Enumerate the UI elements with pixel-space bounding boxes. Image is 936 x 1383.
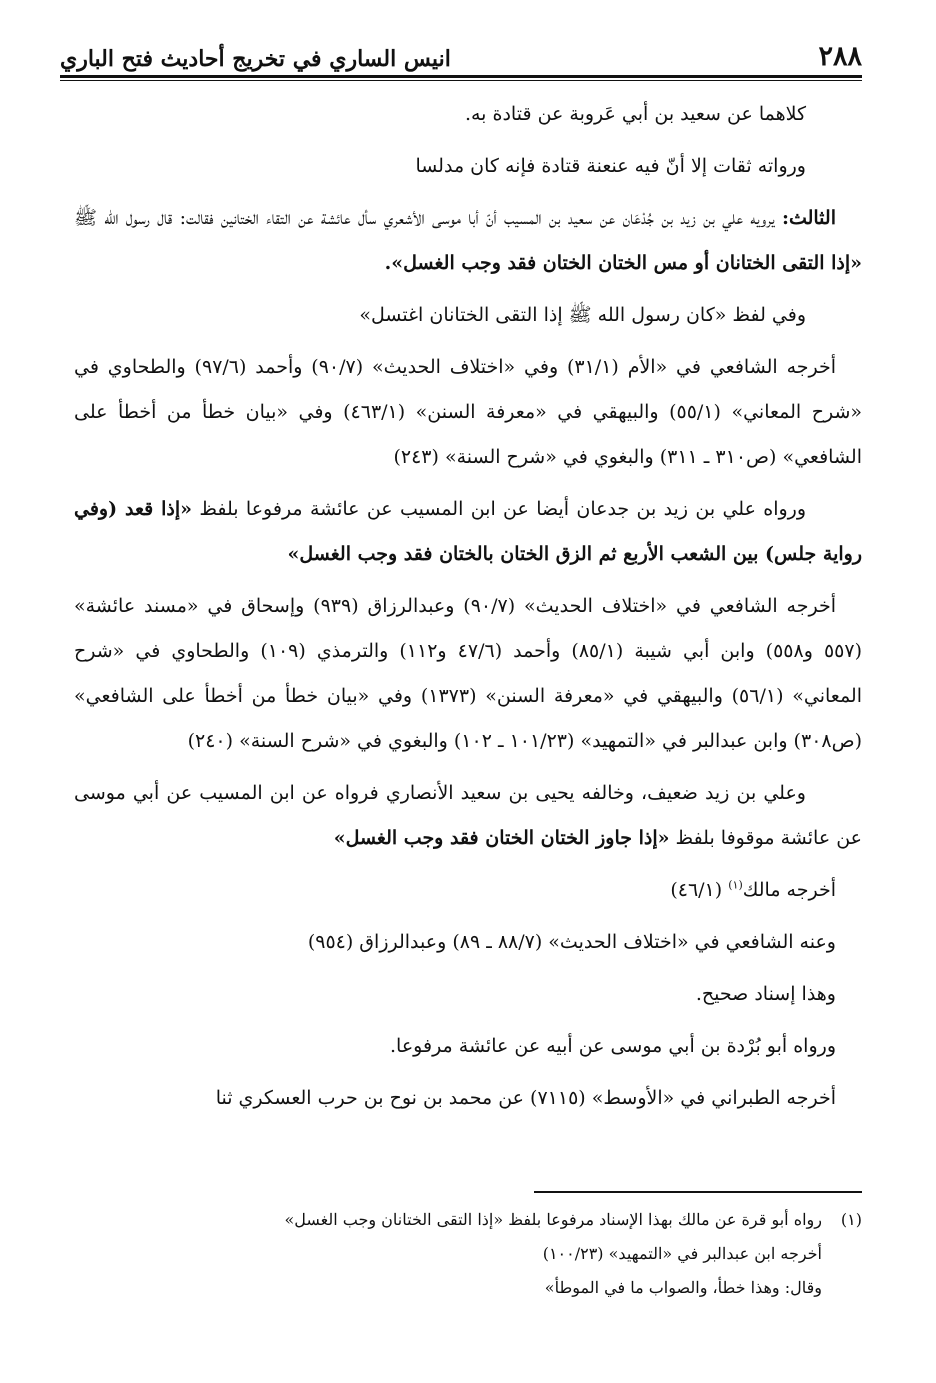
page-number: ٢٨٨: [818, 41, 862, 72]
paragraph: [74, 868, 862, 913]
footnote-line: [74, 1237, 862, 1271]
footnotes: [74, 1203, 862, 1305]
paragraph-text: أخرجه مالك: [742, 879, 836, 901]
footnote-text: أخرجه ابن عبدالبر في «التمهيد» (١٠٠/٢٣): [542, 1244, 822, 1263]
paragraph-text: وفي لفظ «كان رسول الله ﷺ إذا التقى الختانان اغتسل»: [359, 304, 806, 326]
paragraph: [74, 1024, 862, 1069]
footnote-ref[interactable]: (١): [728, 878, 743, 892]
hadith-quote: «إذا جاوز الختان الختان فقد وجب الغسل»: [333, 827, 670, 849]
paragraph: [74, 293, 862, 338]
paragraph: [74, 144, 862, 189]
paragraph-text: وعلي بن زيد ضعيف، وخالفه يحيى بن سعيد الأنصاري فرواه عن ابن المسيب عن أبي موسى عن عائشة موقوفا بلفظ: [74, 782, 862, 849]
paragraph: [74, 92, 862, 137]
footnote-line: [74, 1271, 862, 1305]
paragraph-text: ورواته ثقات إلا أنّ فيه عنعنة قتادة فإنه كان مدلسا: [415, 155, 806, 177]
book-title: انيس الساري في تخريج أحاديث فتح الباري: [60, 46, 451, 72]
paragraph-text: ورواه علي بن زيد بن جدعان أيضا عن ابن المسيب عن عائشة مرفوعا بلفظ: [192, 498, 807, 520]
section-lead: الثالث:: [781, 207, 836, 229]
paragraph: [74, 920, 862, 965]
header-rule: [60, 75, 862, 81]
footnote-rule: [534, 1191, 862, 1193]
paragraph-text: (٤٦/١): [670, 879, 729, 901]
footnote-text: رواه أبو قرة عن مالك بهذا الإسناد مرفوعا بلفظ «إذا التقى الختانان وجب الغسل»: [284, 1210, 822, 1229]
hadith-quote: «إذا قعد (وفي رواية جلس) بين الشعب الأربع ثم الزق الختان بالختان فقد وجب الغسل»: [74, 498, 862, 565]
paragraph-text: يرويه علي بن زيد بن جُدْعَان عن سعيد بن المسيب أنّ أبا موسى الأشعري سأل عائشة عن التقاء الختانين فقالت: قال رسول الله ﷺ: [74, 207, 782, 229]
paragraph: [74, 584, 862, 764]
paragraph: [74, 1076, 862, 1121]
hadith-quote: «إذا التقى الختانان أو مس الختان الختان فقد وجب الغسل».: [384, 252, 862, 274]
main-text: [74, 92, 862, 1128]
paragraph-text: أخرجه الطبراني في «الأوسط» (٧١١٥) عن محمد بن نوح بن حرب العسكري ثنا: [215, 1087, 836, 1109]
footnote-line: [74, 1203, 862, 1237]
footnote-text: وقال: وهذا خطأ، والصواب ما في الموطأ»: [544, 1278, 822, 1297]
paragraph-text: أخرجه الشافعي في «اختلاف الحديث» (٩٠/٧) وعبدالرزاق (٩٣٩) وإسحاق في «مسند عائشة» (٥٥٧ و٥٥٨) وابن أبي شيبة (٨٥/١) وأحمد (٤٧/٦ و١١٢) والترمذي (١٠٩) والطحاوي في «شرح المعاني» (٥٦/١) والبيهقي في «معرفة السنن» (١٣٧٣) وفي «بيان خطأ من أخطأ على الشافعي» (ص٣٠٨) وابن عبدالبر في «التمهيد» (١٠١/٢٣ ـ ١٠٢) والبغوي في «شرح السنة» (٢٤٠): [74, 595, 863, 752]
paragraph-text: كلاهما عن سعيد بن أبي عَروبة عن قتادة به.: [464, 103, 806, 125]
paragraph: [74, 972, 862, 1017]
page-header: [60, 28, 862, 72]
paragraph: [74, 345, 862, 480]
footnote-number: (١): [840, 1210, 862, 1229]
paragraph-text: ورواه أبو بُرْدة بن أبي موسى عن أبيه عن عائشة مرفوعا.: [390, 1035, 836, 1057]
paragraph-text: وهذا إسناد صحيح.: [695, 983, 836, 1005]
paragraph: [74, 196, 862, 286]
paragraph: [74, 487, 862, 577]
paragraph-text: وعنه الشافعي في «اختلاف الحديث» (٨٨/٧ ـ ٨٩) وعبدالرزاق (٩٥٤): [307, 931, 836, 953]
paragraph: [74, 771, 862, 861]
paragraph-text: أخرجه الشافعي في «الأم (٣١/١) وفي «اختلاف الحديث» (٩٠/٧) وأحمد (٩٧/٦) والطحاوي في «شرح المعاني» (٥٥/١) والبيهقي في «معرفة السنن» (٤٦٣/١) وفي «بيان خطأ من أخطأ على الشافعي» (ص٣١٠ ـ ٣١١) والبغوي في «شرح السنة» (٢٤٣): [74, 356, 862, 468]
